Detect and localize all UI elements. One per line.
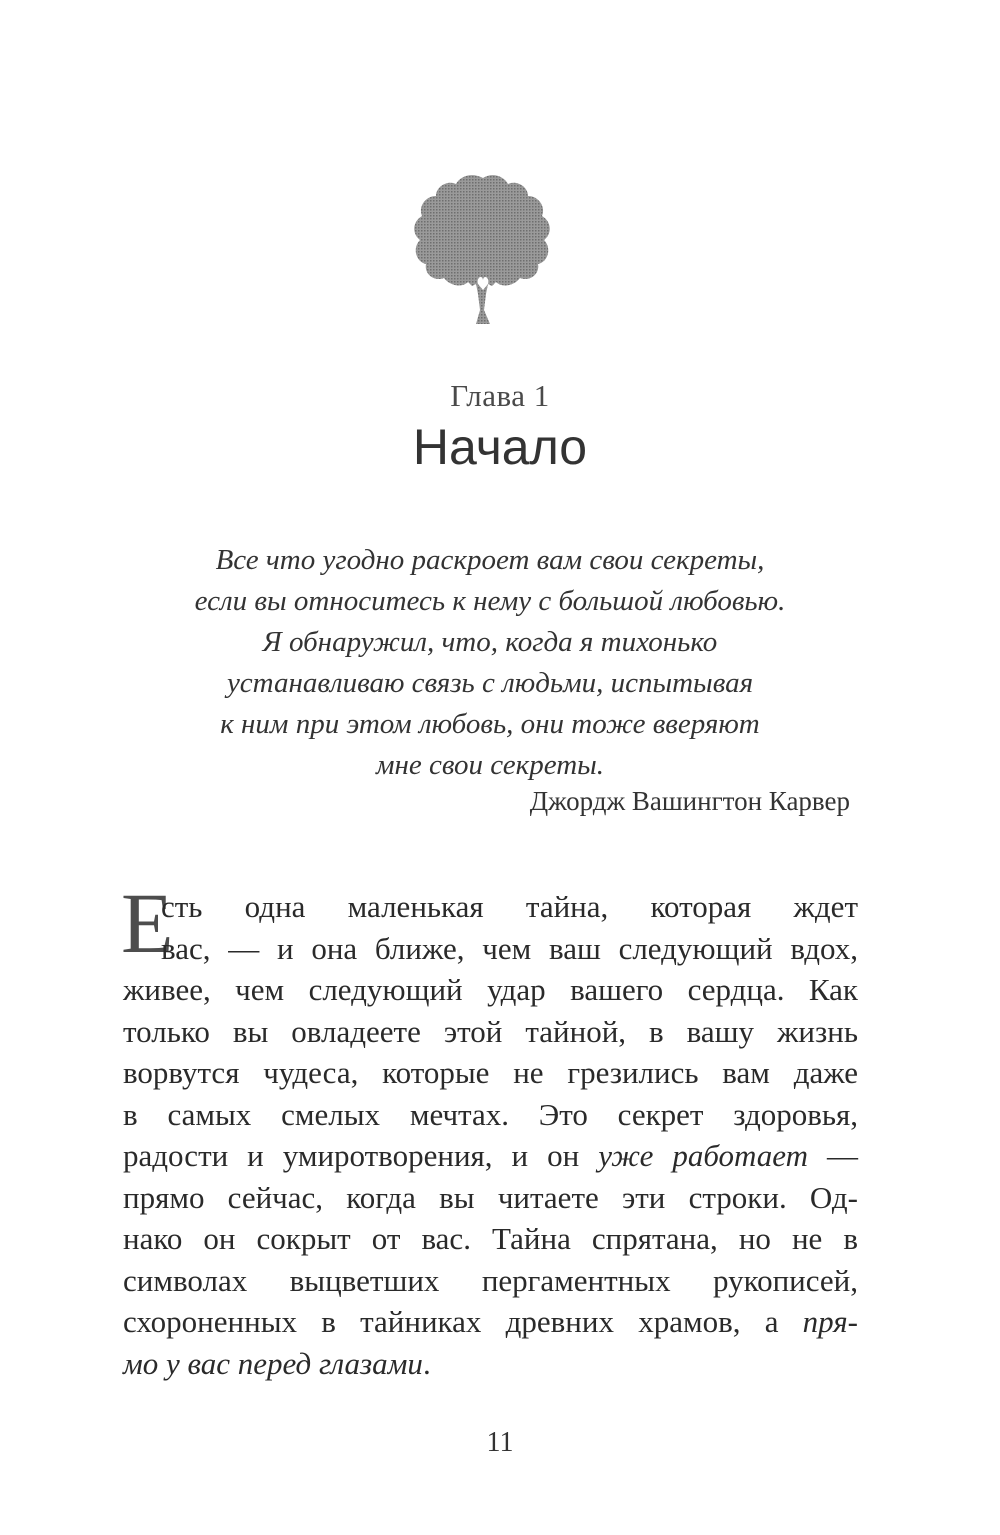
body-line	[123, 1301, 858, 1343]
body-line: прямо сейчас, когда вы читаете эти строки. Од-	[123, 1179, 858, 1215]
body-line: нако он сокрыт от вас. Тайна спрятана, но не в	[123, 1221, 858, 1256]
body-text-segment: схороненных в тайниках древних храмов, а	[123, 1304, 803, 1339]
body-line: ворвутся чудеса, которые не грезились вам даже	[123, 1055, 858, 1090]
body-text-segment: .	[422, 1345, 431, 1381]
body-line: в самых смелых мечтах. Это секрет здоровья,	[123, 1096, 858, 1132]
chapter-title: Начало	[412, 419, 588, 475]
body-text-segment: радости и умиротворения, и он	[123, 1138, 599, 1173]
chapter-label: Глава 1	[450, 378, 550, 413]
epigraph-author: Джордж Вашингтон Карвер	[529, 786, 850, 816]
body-italic-segment: уже работает	[598, 1138, 809, 1173]
epigraph-line: к ним при этом любовь, они тоже вверяют	[220, 708, 760, 740]
body-line: живее, чем следующий удар вашего сердца. Как	[123, 972, 858, 1007]
body-line: сть одна маленькая тайна, которая ждет	[161, 889, 858, 924]
epigraph-line: мне свои секреты.	[375, 749, 605, 781]
tree-icon	[412, 170, 554, 330]
body-line: символах выцветших пергаментных рукописей,	[123, 1262, 858, 1298]
epigraph-line: если вы относитесь к нему с большой любовью.	[194, 585, 786, 617]
body-line	[123, 1343, 858, 1385]
epigraph-line: устанавливаю связь с людьми, испытывая	[226, 667, 754, 699]
epigraph-line: Все что угодно раскроет вам свои секреты,	[215, 544, 765, 576]
body-line: вас, — и она ближе, чем ваш следующий вдох,	[161, 930, 858, 966]
body-line: только вы овладеете этой тайной, в вашу жизнь	[123, 1013, 858, 1049]
body-italic-segment: мо у вас перед глазами	[123, 1345, 423, 1381]
drop-cap: Е	[121, 875, 174, 971]
body-text-segment: —	[808, 1138, 859, 1173]
epigraph-line: Я обнаружил, что, когда я тихонько	[262, 626, 718, 658]
page-number: 11	[486, 1427, 514, 1458]
epigraph	[120, 540, 860, 786]
body-italic-segment: пря-	[802, 1304, 858, 1339]
body-paragraph	[123, 886, 858, 1384]
body-line	[123, 1135, 858, 1177]
